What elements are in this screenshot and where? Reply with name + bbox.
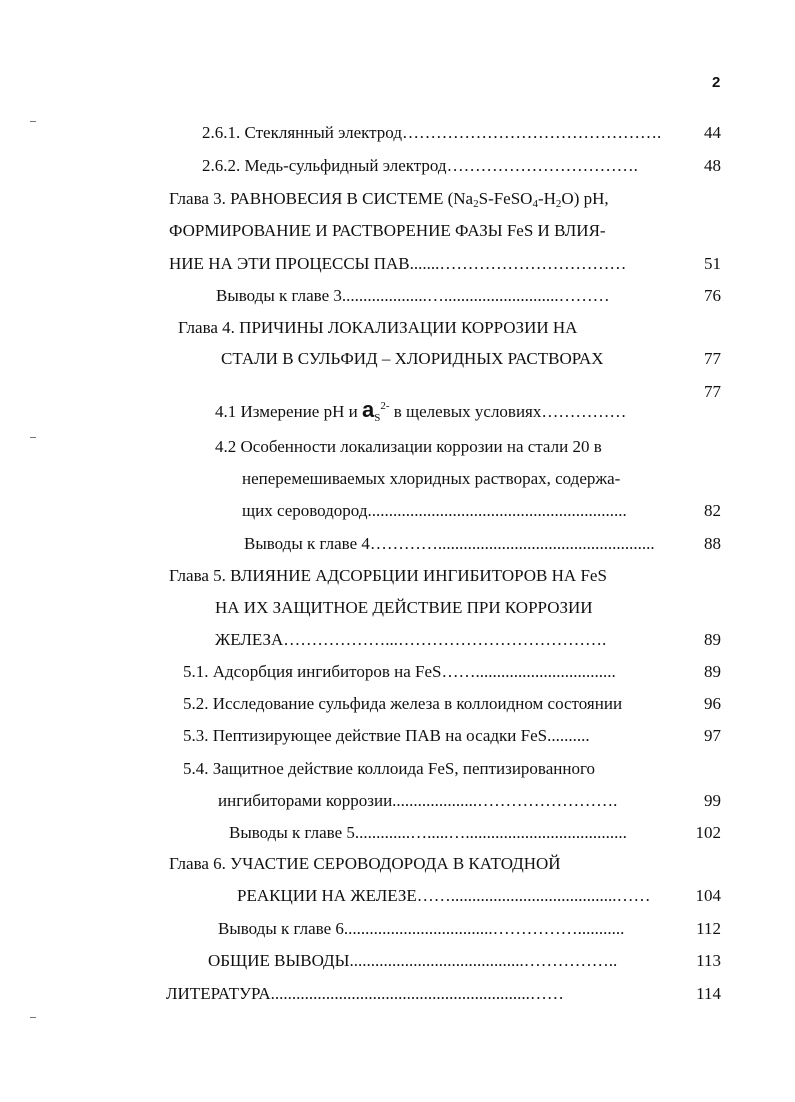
toc-entry-chapter-4 <box>0 316 795 340</box>
toc-entry-chapter-6 <box>0 852 795 876</box>
toc-entry-text: Глава 4. ПРИЧИНЫ ЛОКАЛИЗАЦИИ КОРРОЗИИ НА <box>178 318 578 337</box>
toc-entry-text: 5.3. Пептизирующее действие ПАВ на осадки FeS.......... <box>183 726 590 745</box>
toc-entry-text: Выводы к главе 5.............….....…...................................... <box>229 823 627 842</box>
chapter-3-title-part: O) pH, <box>561 189 609 208</box>
scan-mark <box>30 1017 36 1018</box>
toc-entry-page: 99 <box>704 791 721 810</box>
toc-entry-text: 5.2. Исследование сульфида железа в коллоидном состоянии <box>183 694 623 713</box>
toc-entry-text: НА ИХ ЗАЩИТНОЕ ДЕЙСТВИЕ ПРИ КОРРОЗИИ <box>215 598 593 617</box>
toc-entry-conclusions-5 <box>0 821 795 845</box>
toc-4-1-title-part: 4.1 Измерение pH и <box>215 402 362 421</box>
toc-entry-page: 104 <box>695 886 721 905</box>
toc-entry-conclusions-6 <box>0 917 795 941</box>
toc-entry-conclusions-3 <box>0 284 795 308</box>
toc-entry-page: 114 <box>696 984 721 1003</box>
toc-entry-2-6-2 <box>0 154 795 178</box>
toc-entry-text: ингибиторами коррозии....................……………………. <box>218 791 618 810</box>
chapter-3-title-part: S-FeSO <box>478 189 533 208</box>
toc-entry-text: ЖЕЛЕЗА………………...………………………………. <box>215 630 607 649</box>
toc-entry-text: ЛИТЕРАТУРА.............................................................…… <box>166 984 564 1003</box>
toc-entry-text: 4.2 Особенности локализации коррозии на стали 20 в <box>215 437 602 456</box>
toc-entry-chapter-3-cont <box>0 219 795 243</box>
toc-entry-text: НИЕ НА ЭТИ ПРОЦЕССЫ ПАВ.......…………………………… <box>169 254 627 273</box>
toc-entry-text: СТАЛИ В СУЛЬФИД – ХЛОРИДНЫХ РАСТВОРАХ <box>221 349 604 368</box>
toc-entry-text: 5.1. Адсорбция ингибиторов на FeS……................................. <box>183 662 616 681</box>
toc-entry-text <box>169 187 609 216</box>
toc-entry-text: 2.6.1. Стеклянный электрод………………………………………. <box>202 123 662 142</box>
toc-entry-page: 88 <box>704 534 721 553</box>
toc-entry-conclusions-4 <box>0 532 795 556</box>
toc-entry-page: 113 <box>696 951 721 970</box>
toc-entry-chapter-6-end <box>0 884 795 908</box>
toc-entry-page: 44 <box>704 123 721 142</box>
chem-subscript: 2 <box>555 198 562 210</box>
toc-entry-page: 48 <box>704 156 721 175</box>
toc-entry-5-4-end <box>0 789 795 813</box>
toc-entry-5-3 <box>0 724 795 748</box>
toc-entry-text: РЕАКЦИИ НА ЖЕЛЕЗЕ…….......................................…… <box>237 886 651 905</box>
toc-entry-chapter-5 <box>0 564 795 588</box>
toc-entry-text: щих сероводород............................................................. <box>242 501 627 520</box>
activity-symbol: a <box>361 397 375 422</box>
toc-entry-text: Выводы к главе 4…………................................................... <box>244 534 655 553</box>
toc-entry-4-2 <box>0 435 795 459</box>
toc-entry-4-2-end <box>0 499 795 523</box>
toc-entry-text: неперемешиваемых хлоридных растворах, содержа- <box>242 469 621 488</box>
page-number: 2 <box>712 74 721 91</box>
toc-entry-text: Глава 6. УЧАСТИЕ СЕРОВОДОРОДА В КАТОДНОЙ <box>169 854 561 873</box>
toc-entry-page: 102 <box>695 823 721 842</box>
toc-entry-page: 97 <box>704 726 721 745</box>
toc-entry-page: 112 <box>696 919 721 938</box>
toc-entry-text: 5.4. Защитное действие коллоида FeS, пептизированного <box>183 759 596 778</box>
toc-entry-page: 96 <box>704 694 721 713</box>
toc-entry-5-4 <box>0 757 795 781</box>
toc-entry-5-2 <box>0 692 795 716</box>
toc-entry-5-1 <box>0 660 795 684</box>
toc-entry-2-6-1 <box>0 121 795 145</box>
toc-entry-text: 2.6.2. Медь-сульфидный электрод……………………………. <box>202 156 638 175</box>
toc-entry-page: 89 <box>704 630 721 649</box>
toc-entry-text: Выводы к главе 3....................…...........................……… <box>216 286 610 305</box>
activity-subscript: S <box>374 412 381 424</box>
toc-entry-page: 77 <box>704 349 721 368</box>
toc-entry-page: 51 <box>704 254 721 273</box>
toc-entry-text: Выводы к главе 6...................................……………........... <box>218 919 625 938</box>
toc-entry-text: Глава 5. ВЛИЯНИЕ АДСОРБЦИИ ИНГИБИТОРОВ НА FeS <box>169 566 607 585</box>
chapter-3-title-part: Глава 3. РАВНОВЕСИЯ В СИСТЕМЕ (Na <box>169 189 474 208</box>
toc-entry-chapter-3 <box>0 187 795 211</box>
toc-entry-chapter-4-end <box>0 347 795 371</box>
toc-entry-4-1 <box>0 382 795 424</box>
activity-superscript: 2- <box>380 400 390 412</box>
chem-subscript: 4 <box>532 198 538 210</box>
chapter-3-title-part: -H <box>537 189 556 208</box>
toc-entry-page: 77 <box>704 382 721 401</box>
toc-entry-general-conclusions <box>0 949 795 973</box>
toc-entry-text: ФОРМИРОВАНИЕ И РАСТВОРЕНИЕ ФАЗЫ FeS И ВЛИЯ- <box>169 221 606 240</box>
toc-4-1-title-part: в щелевых условиях…………… <box>389 402 627 421</box>
toc-entry-chapter-5-cont <box>0 596 795 620</box>
toc-entry-page: 89 <box>704 662 721 681</box>
toc-entry-4-2-cont <box>0 467 795 491</box>
toc-entry-page: 82 <box>704 501 721 520</box>
toc-entry-text <box>215 394 626 430</box>
toc-entry-text: ОБЩИЕ ВЫВОДЫ.........................................…………….. <box>208 951 618 970</box>
toc-entry-chapter-3-end <box>0 252 795 276</box>
toc-entry-chapter-5-end <box>0 628 795 652</box>
chem-subscript: 2 <box>473 198 479 210</box>
toc-entry-literature <box>0 982 795 1006</box>
toc-entry-page: 76 <box>704 286 721 305</box>
